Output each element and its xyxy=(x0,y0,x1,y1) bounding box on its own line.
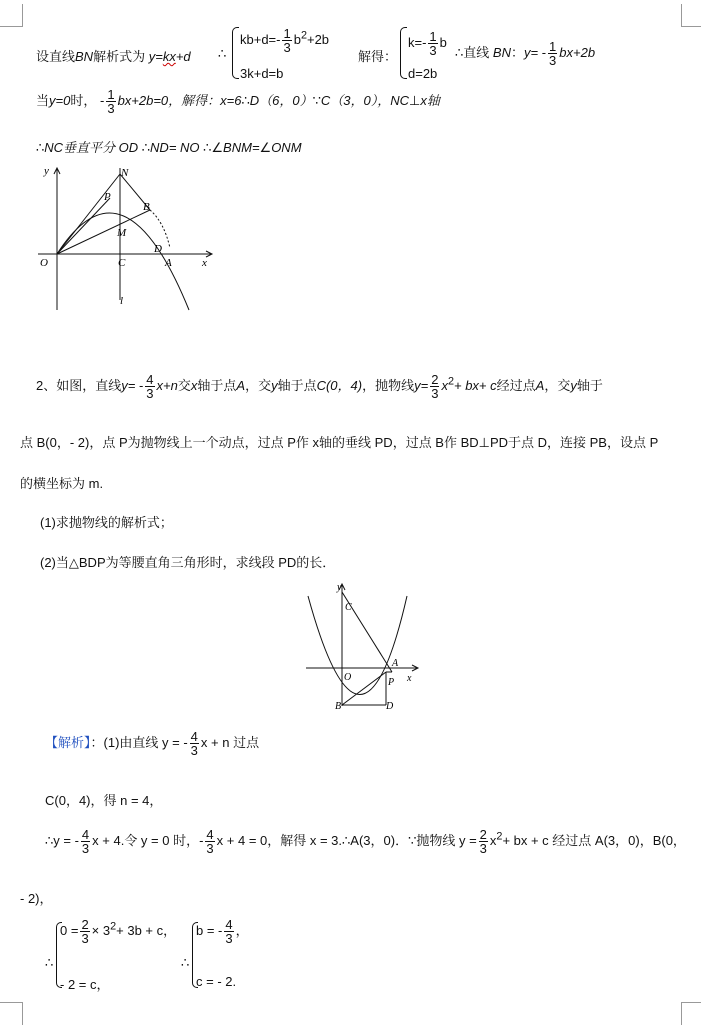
fig1-label-m: M xyxy=(117,227,127,239)
fig1-label-y: y xyxy=(44,165,49,177)
system1-row2: 3k+d=b xyxy=(240,66,284,81)
system2-row1: k=- $\frac{1}{3}$ b xyxy=(408,29,447,58)
corner-mark-bottom-left xyxy=(0,1002,23,1025)
fig1-label-l: l xyxy=(120,295,124,307)
fig1-label-n: N xyxy=(121,167,129,179)
system-a-row1: 0 = $\frac{2}{3}$ × $3^2+ 3b + c$， xyxy=(60,917,177,946)
fig1-label-o: O xyxy=(40,257,48,269)
solution-tag: 【解析】 xyxy=(45,734,91,750)
system-a-row2: - 2 = c， xyxy=(60,977,110,992)
kx-term: kx xyxy=(162,49,176,64)
fig1-label-c: C xyxy=(118,257,126,269)
corner-mark-top-left xyxy=(0,4,23,27)
fig2-label-b: B xyxy=(335,701,342,712)
line-1: 设直线BN解析式为 y=kx+d xyxy=(36,49,191,64)
line-2: 当y=0时， - $\frac{1}{3}$ bx+2b=0，解得：x=6∴D（6，0）∵C（3，0），NC⊥x轴 xyxy=(36,87,440,116)
therefore-1: ∴ xyxy=(218,46,227,61)
fig1-label-p: P xyxy=(104,191,111,203)
system1-row1: kb+d=- $\frac{1}{3}$ $b^2+2b$ xyxy=(240,26,330,55)
corner-mark-bottom-right xyxy=(681,1002,701,1025)
question-2-part-1: (1)求抛物线的解析式； xyxy=(40,515,173,530)
solve-label: 解得： xyxy=(358,49,398,64)
fig2-label-c: C xyxy=(345,602,352,613)
fig1-label-x: x xyxy=(202,257,207,269)
fig2-label-p: P xyxy=(388,677,395,688)
figure-2-parabola-diagram xyxy=(300,578,425,716)
figure-1-parabola-diagram xyxy=(34,160,224,320)
question-2-line-3: 的横坐标为 m. xyxy=(20,476,104,491)
solution-line-4: - 2)， xyxy=(20,891,53,906)
system-b-row2: c = - 2. xyxy=(196,974,237,989)
question-2-line-2: 点 B(0，- 2)，点 P为抛物线上一个动点，过点 P作 x轴的垂线 PD，过点 B作 BD⊥PD于点 D，连接 PB，设点 P xyxy=(20,435,659,450)
system2-row2: d=2b xyxy=(408,66,438,81)
fig1-label-d: D xyxy=(154,243,162,255)
question-2-line-1: 2、如图，直线y= - $\frac{4}{3}$ x+n交x轴于点A，交y轴于点C(0，4)，抛物线y= $\frac{2}{3}$ $x^2+ bx+ c$经过点A，交y轴于 xyxy=(36,372,603,401)
system-brace-1 xyxy=(232,27,239,79)
solution-line-2: C(0，4)，得 n = 4， xyxy=(45,793,163,808)
fig2-label-a: A xyxy=(392,658,399,669)
fig1-label-b: B xyxy=(143,201,150,213)
therefore-a: ∴ xyxy=(45,955,54,970)
line-3: ∴NC垂直平分 OD ∴ND= NO ∴∠BNM=∠ONM xyxy=(36,140,302,155)
system-b-row1: b = - $\frac{4}{3}$ ， xyxy=(196,917,249,946)
fig2-label-y: y xyxy=(337,582,342,593)
question-2-part-2: (2)当△BDP为等腰直角三角形时，求线段 PD的长． xyxy=(40,555,336,570)
fig2-label-o: O xyxy=(344,672,352,683)
solution-line-1: 【解析】：(1)由直线 y = - $\frac{4}{3}$ x + n 过点 xyxy=(45,729,260,758)
corner-mark-top-right xyxy=(681,4,701,27)
solution-line-3: ∴y = - $\frac{4}{3}$ x + 4.令 y = 0 时，- $\frac{4}{3}$ x + 4 = 0，解得 x = 3.∴A(3，0)．∵抛物线 y = $\frac{2}{3}$ $x^2+$ bx + c 经过点 A(3，0)，B(0， xyxy=(45,827,686,856)
fig1-label-a: A xyxy=(165,257,172,269)
therefore-b: ∴ xyxy=(181,955,190,970)
fig2-label-x: x xyxy=(407,673,412,684)
system-brace-2 xyxy=(400,27,407,79)
line-1-tail: ∴直线 BN：y= - $\frac{1}{3}$ bx+2b xyxy=(455,39,596,68)
fig2-label-d: D xyxy=(386,701,394,712)
